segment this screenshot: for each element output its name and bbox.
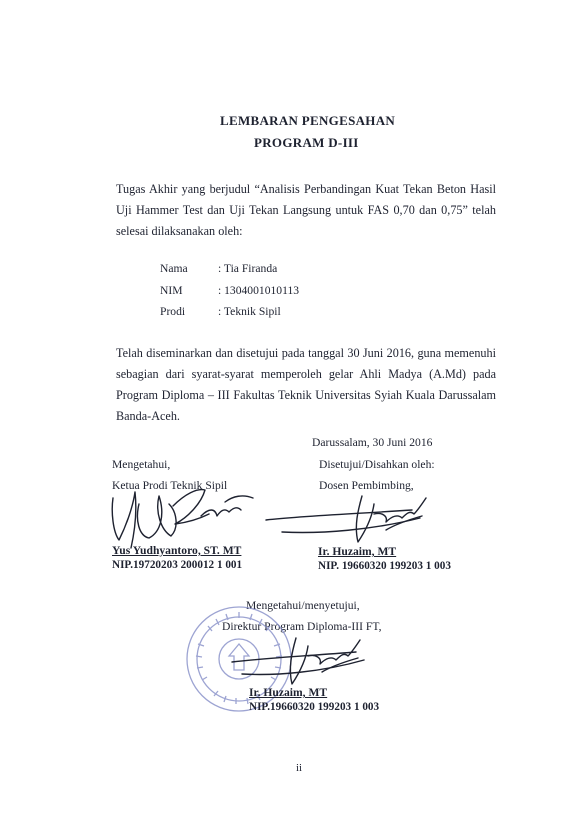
left-sign-line2: Ketua Prodi Teknik Sipil xyxy=(112,479,228,492)
student-nim-label: NIM xyxy=(160,284,183,297)
right-signature xyxy=(262,490,432,552)
right-sign-line2: Dosen Pembimbing, xyxy=(319,479,414,492)
student-name-value: : Tia Firanda xyxy=(218,262,278,275)
right-sign-line1: Disetujui/Disahkan oleh: xyxy=(319,458,435,471)
student-prodi-row xyxy=(160,305,281,318)
approval-paragraph: Telah diseminarkan dan disetujui pada tanggal 30 Juni 2016, guna memenuhi sebagian dari syarat-syarat memperoleh gelar Ahli Madya (A.Md) pada Program Diploma – III Fakultas Teknik Universitas Syiah Kuala Darussalam Banda-Aceh. xyxy=(116,346,496,423)
document-subtitle: PROGRAM D-III xyxy=(254,135,359,150)
student-nim-row xyxy=(160,284,299,297)
left-sign-line1: Mengetahui, xyxy=(112,458,171,471)
student-prodi-label: Prodi xyxy=(160,305,186,318)
bottom-sign-line2: Direktur Program Diploma-III FT, xyxy=(222,620,382,633)
intro-paragraph: Tugas Akhir yang berjudul “Analisis Perbandingan Kuat Tekan Beton Hasil Uji Hammer Test dan Uji Tekan Langsung untuk FAS 0,70 dan 0,75” telah selesai dilaksanakan oleh: xyxy=(116,182,496,238)
right-signatory-name: Ir. Huzaim, MT xyxy=(318,545,397,558)
bottom-sign-line1: Mengetahui/menyetujui, xyxy=(246,599,360,612)
bottom-signatory-name: Ir. Huzaim, MT xyxy=(249,686,328,699)
place-date: Darussalam, 30 Juni 2016 xyxy=(312,436,433,449)
student-nim-value: : 1304001010113 xyxy=(218,284,300,297)
document-title: LEMBARAN PENGESAHAN xyxy=(220,113,396,128)
page-number: ii xyxy=(296,762,303,774)
student-prodi-value: : Teknik Sipil xyxy=(218,305,281,318)
student-name-label: Nama xyxy=(160,262,188,275)
right-signatory-nip: NIP. 19660320 199203 1 003 xyxy=(318,560,451,572)
left-signatory-name: Yus Yudhyantoro, ST. MT xyxy=(112,544,242,557)
left-signatory-nip: NIP.19720203 200012 1 001 xyxy=(112,559,243,571)
bottom-signatory-nip: NIP.19660320 199203 1 003 xyxy=(249,701,380,713)
bottom-signature xyxy=(226,634,376,694)
student-name-row xyxy=(160,262,277,275)
